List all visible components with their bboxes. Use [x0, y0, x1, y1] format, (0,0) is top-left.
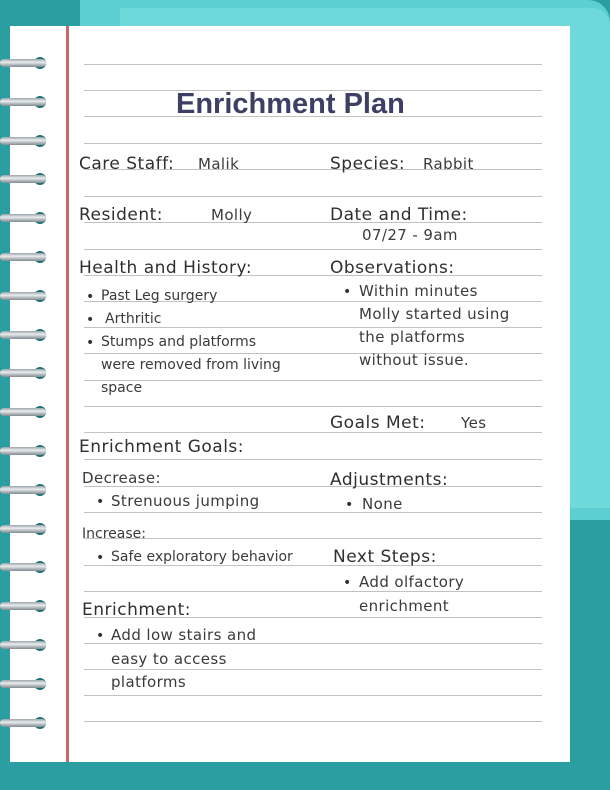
- binding-ring: [0, 406, 46, 419]
- bullet: •: [86, 312, 95, 328]
- bullet: •: [86, 289, 95, 305]
- binding-ring: [0, 251, 46, 264]
- date-time-value: 07/27 - 9am: [362, 226, 458, 244]
- ruled-line: [84, 64, 542, 65]
- increase-label: Increase:: [82, 526, 146, 542]
- goals-met-value: Yes: [461, 414, 487, 432]
- bullet: •: [96, 550, 105, 566]
- binding-ring: [0, 135, 46, 148]
- ruled-line: [84, 512, 542, 513]
- ruled-line: [84, 591, 542, 592]
- goals-met-label: Goals Met:: [330, 413, 426, 433]
- next-steps-label: Next Steps:: [333, 547, 437, 567]
- health-item-2: Arthritic: [105, 311, 162, 327]
- binding-ring: [0, 484, 46, 497]
- enrichment-line-2: easy to access: [111, 650, 227, 668]
- binding-ring: [0, 290, 46, 303]
- binding-ring: [0, 173, 46, 186]
- binding-ring: [0, 367, 46, 380]
- observations-label: Observations:: [330, 258, 455, 278]
- adjustments-label: Adjustments:: [330, 470, 449, 490]
- enrichment-line-3: platforms: [111, 673, 187, 691]
- bullet: •: [96, 628, 105, 644]
- health-item-1: Past Leg surgery: [101, 288, 218, 304]
- health-item-3-line-2: were removed from living: [101, 357, 281, 373]
- bullet: •: [343, 575, 352, 591]
- ruled-line: [84, 353, 542, 354]
- enrichment-line-1: Add low stairs and: [111, 626, 257, 644]
- ruled-line: [84, 538, 542, 539]
- ruled-line: [84, 721, 542, 722]
- bullet: •: [343, 284, 352, 300]
- ruled-line: [84, 669, 542, 670]
- binding-ring: [0, 523, 46, 536]
- next-steps-line-2: enrichment: [359, 597, 450, 615]
- enrichment-label: Enrichment:: [82, 600, 192, 620]
- ruled-line: [84, 380, 542, 381]
- binding-ring: [0, 561, 46, 574]
- increase-item: Safe exploratory behavior: [111, 549, 293, 565]
- observation-line-3: the platforms: [359, 328, 466, 346]
- ruled-line: [84, 565, 542, 566]
- observation-line-2: Molly started using: [359, 305, 510, 323]
- ruled-line: [84, 459, 542, 460]
- page-title: Enrichment Plan: [176, 88, 405, 120]
- ruled-line: [84, 695, 542, 696]
- decrease-item: Strenuous jumping: [111, 492, 260, 510]
- decrease-label: Decrease:: [82, 469, 161, 487]
- observation-line-1: Within minutes: [359, 282, 478, 300]
- date-time-label: Date and Time:: [330, 205, 468, 225]
- ruled-line: [84, 406, 542, 407]
- binding-ring: [0, 445, 46, 458]
- bullet: •: [345, 497, 354, 513]
- binding-ring: [0, 639, 46, 652]
- resident-value: Molly: [211, 206, 253, 224]
- observation-line-4: without issue.: [359, 351, 470, 369]
- binding-ring: [0, 600, 46, 613]
- ruled-line: [84, 432, 542, 433]
- ruled-line: [84, 196, 542, 197]
- binding-ring: [0, 329, 46, 342]
- bullet: •: [96, 494, 105, 510]
- health-item-3-line-3: space: [101, 380, 143, 396]
- adjustments-item: None: [362, 495, 403, 513]
- binding-ring: [0, 96, 46, 109]
- ruled-line: [84, 143, 542, 144]
- species-label: Species:: [330, 154, 406, 174]
- notebook-page: [10, 26, 570, 762]
- binding-ring: [0, 57, 46, 70]
- bullet: •: [86, 335, 95, 351]
- binding-ring: [0, 717, 46, 730]
- ruled-line: [84, 327, 542, 328]
- health-history-label: Health and History:: [79, 258, 253, 278]
- health-item-3: Stumps and platforms: [101, 334, 257, 350]
- resident-label: Resident:: [79, 205, 164, 225]
- species-value: Rabbit: [423, 155, 474, 173]
- next-steps-line-1: Add olfactory: [359, 573, 465, 591]
- margin-line: [66, 26, 69, 762]
- enrichment-goals-label: Enrichment Goals:: [79, 437, 245, 457]
- ruled-line: [84, 249, 542, 250]
- care-staff-label: Care Staff:: [79, 154, 175, 174]
- binding-ring: [0, 678, 46, 691]
- care-staff-value: Malik: [198, 155, 240, 173]
- binding-ring: [0, 212, 46, 225]
